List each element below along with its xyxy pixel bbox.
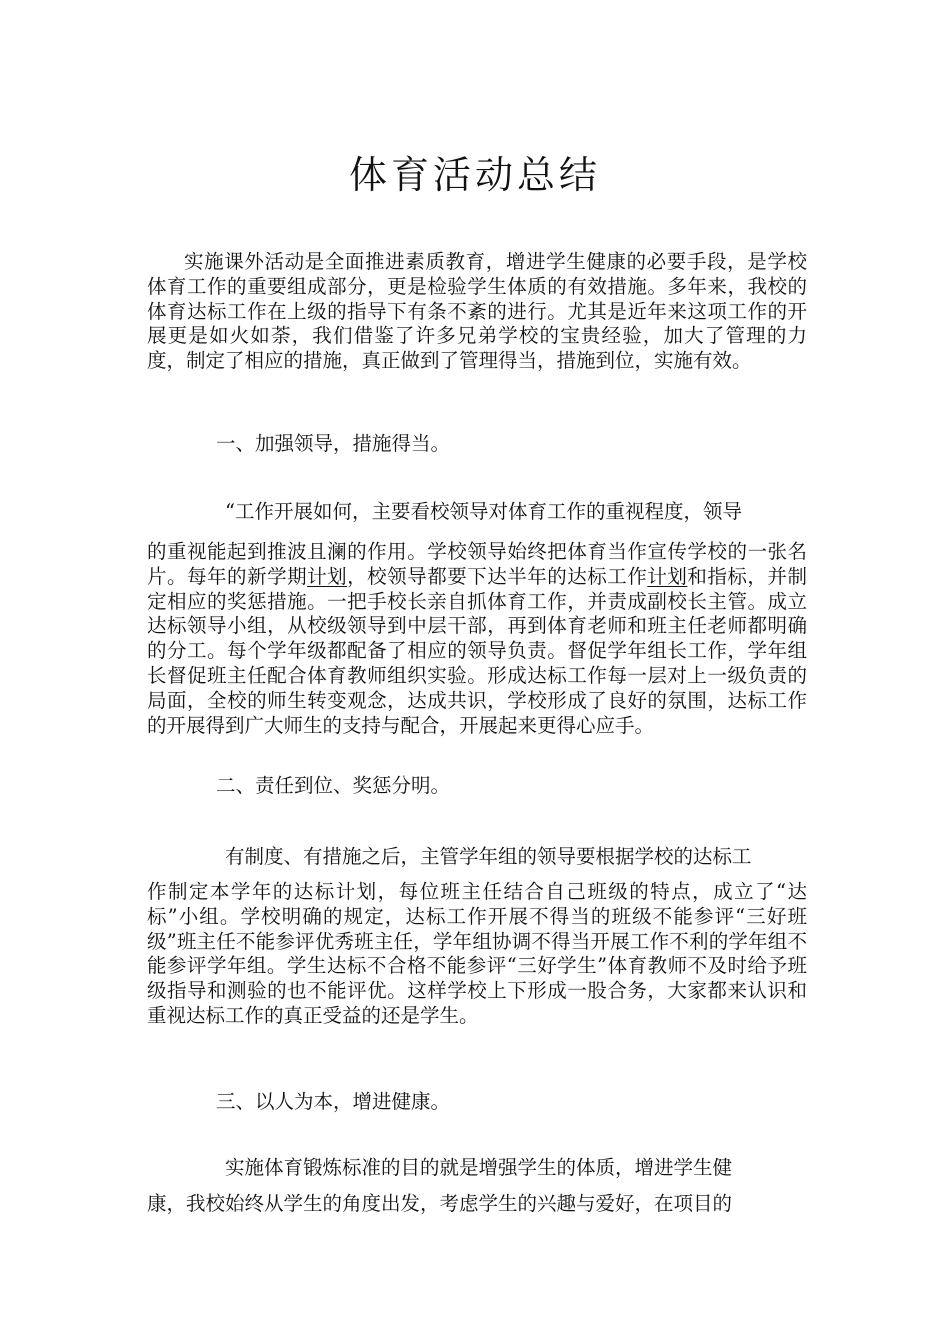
section-1-heading: 一、加强领导，措施得当。 (216, 432, 451, 455)
section-1-body (147, 540, 807, 738)
plan-link-1[interactable]: 计划 (307, 564, 348, 588)
section-2-heading: 二、责任到位、奖惩分明。 (216, 774, 451, 797)
section-3-body: 康，我校始终从学生的角度出发，考虑学生的兴趣与爱好，在项目的 (147, 1192, 733, 1215)
section-1-body-c: 和指标，并制定相应的奖惩措施。一把手校长亲自抓体育工作，并责成副校长主管。成立达标领导小组，从校级领导到中层干部，再到体育老师和班主任老师都明确的分工。每个学年级都配备了相应的领导负责。督促学年组长工作，学年组长督促班主任配合体育教师组织实验。形成达标工作每一层对上一级负责的局面，全校的师生转变观念，达成共识，学校形成了良好的氛围，达标工作的开展得到广大师生的支持与配合，开展起来更得心应手。 (147, 564, 807, 737)
plan-link-2[interactable]: 计划 (647, 564, 688, 588)
document-title: 体育活动总结 (348, 153, 601, 197)
section-2-body: 作制定本学年的达标计划，每位班主任结合自己班级的特点，成立了“达标”小组。学校明确的规定，达标工作开展不得当的班级不能参评“三好班级”班主任不能参评优秀班主任，学年组协调不得当开展工作不利的学年组不能参评学年组。学生达标不合格不能参评“三好学生”体育教师不及时给予班级指导和测验的也不能评优。这样学校上下形成一股合务，大家都来认识和重视达标工作的真正受益的还是学生。 (147, 880, 807, 1027)
section-1-first-line: “工作开展如何，主要看校领导对体育工作的重视程度，领导 (225, 500, 742, 523)
intro-paragraph: 实施课外活动是全面推进素质教育，增进学生健康的必要手段，是学校体育工作的重要组成部分，更是检验学生体质的有效措施。多年来，我校的体育达标工作在上级的指导下有条不紊的进行。尤其是近年来这项工作的开展更是如火如荼，我们借鉴了许多兄弟学校的宝贵经验，加大了管理的力度，制定了相应的措施，真正做到了管理得当，措施到位，实施有效。 (147, 250, 807, 373)
section-1-body-b: ，校领导都要下达半年的达标工作 (347, 564, 648, 588)
section-2-first-line: 有制度、有措施之后，主管学年组的领导要根据学校的达标工 (225, 845, 752, 868)
section-1-body-a: 的重视能起到推波且澜的作用。学校领导始终把体育当作宣传学校的一张名片。每年的新学期 (147, 540, 807, 588)
section-3-first-line: 实施体育锻炼标准的目的就是增强学生的体质，增进学生健 (225, 1156, 733, 1179)
section-3-heading: 三、以人为本，增进健康。 (216, 1090, 451, 1113)
